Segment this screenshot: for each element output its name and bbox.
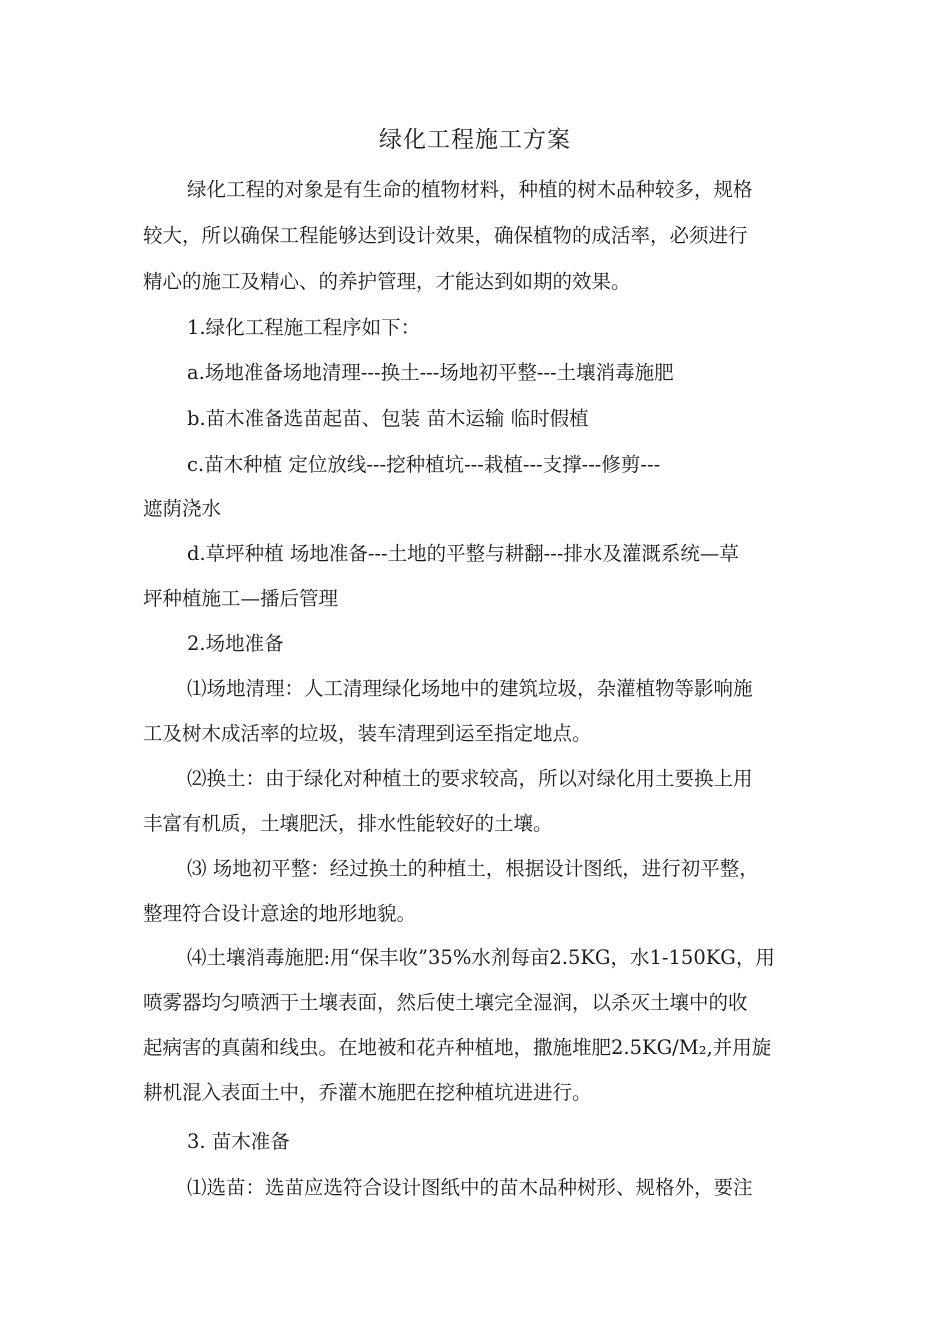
text-line: 较大，所以确保工程能够达到设计效果，确保植物的成活率，必须进行 xyxy=(143,224,748,247)
text-line: c.苗木种植 定位放线---挖种植坑---栽植---支撑---修剪--- xyxy=(187,453,661,476)
section-heading: 3. 苗木准备 xyxy=(187,1130,290,1153)
text-line: 坪种植施工—播后管理 xyxy=(143,587,339,610)
page-title: 绿化工程施工方案 xyxy=(379,127,571,153)
text-line: 精心的施工及精心、的养护管理，才能达到如期的效果。 xyxy=(143,270,631,293)
text-line: 工及树木成活率的垃圾，装车清理到运至指定地点。 xyxy=(143,722,592,745)
text-line: 整理符合设计意途的地形地貌。 xyxy=(143,902,417,925)
text-line: ⑴选苗：选苗应选符合设计图纸中的苗木品种树形、规格外，要注 xyxy=(187,1176,753,1199)
text-line: 耕机混入表面土中，乔灌木施肥在挖种植坑进进行。 xyxy=(143,1081,592,1104)
text-line: d.草坪种植 场地准备---土地的平整与耕翻---排水及灌溉系统—草 xyxy=(187,542,739,565)
text-line: 遮荫浇水 xyxy=(143,497,222,520)
text-line: ⑴场地清理：人工清理绿化场地中的建筑垃圾，杂灌植物等影响施 xyxy=(187,677,753,700)
section-heading: 2.场地准备 xyxy=(187,632,284,655)
text-line: 喷雾器均匀喷洒于土壤表面，然后使土壤完全湿润，以杀灭土壤中的收 xyxy=(143,991,748,1014)
text-line: b.苗木准备选苗起苗、包装 苗木运输 临时假植 xyxy=(187,407,589,430)
text-line: ⑶ 场地初平整：经过换土的种植土，根据设计图纸，进行初平整， xyxy=(187,857,759,880)
text-line: 丰富有机质，土壤肥沃，排水性能较好的土壤。 xyxy=(143,812,553,835)
text-line: ⑵换土：由于绿化对种植土的要求较高，所以对绿化用土要换上用 xyxy=(187,767,753,790)
text-line: 起病害的真菌和线虫。在地被和花卉种植地，撒施堆肥2.5KG/M₂,并用旋 xyxy=(143,1036,772,1059)
section-heading: 1.绿化工程施工程序如下： xyxy=(187,316,421,339)
text-line: 绿化工程的对象是有生命的植物材料，种植的树木品种较多，规格 xyxy=(187,178,753,201)
text-line: ⑷土壤消毒施肥:用“保丰收”35%水剂每亩2.5KG，水1-150KG，用 xyxy=(187,946,775,969)
text-line: a.场地准备场地清理---换土---场地初平整---土壤消毒施肥 xyxy=(187,361,674,384)
